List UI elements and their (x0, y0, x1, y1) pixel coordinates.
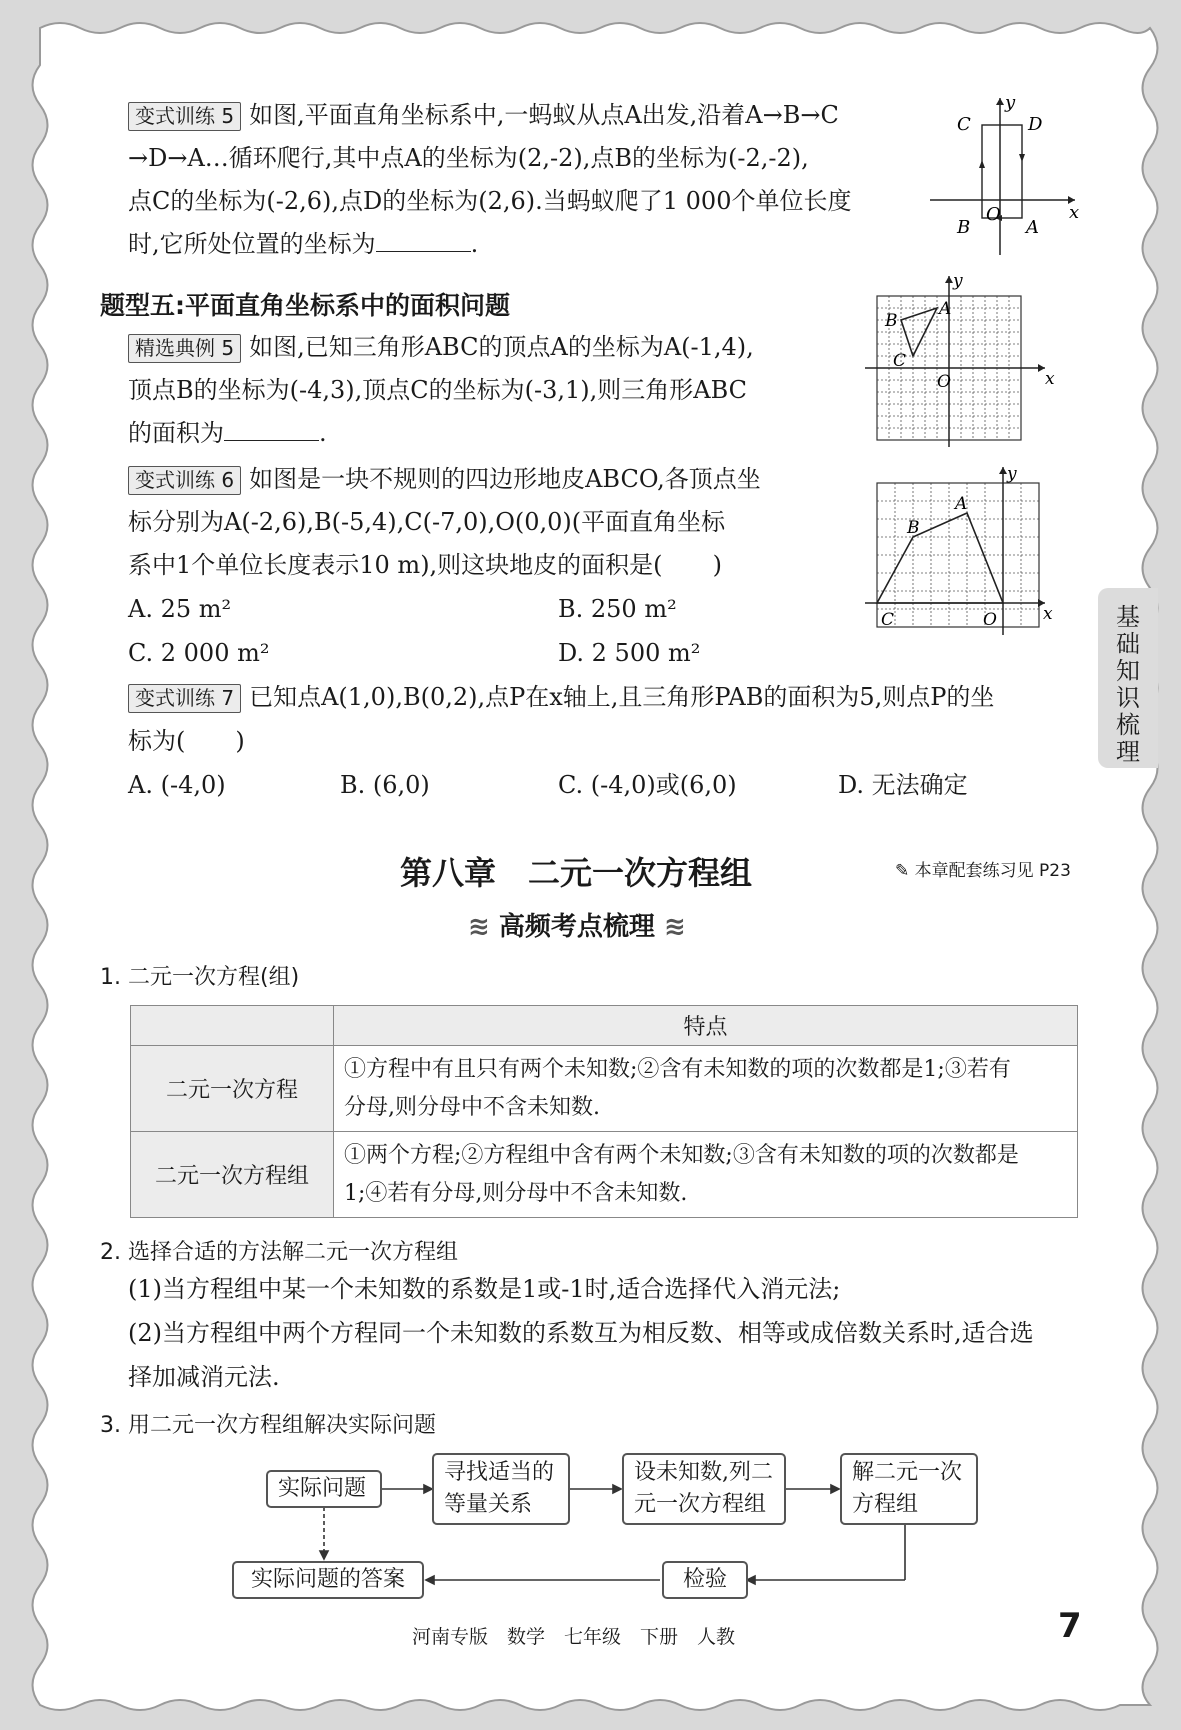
v6-close-paren: ) (712, 551, 722, 579)
v6-option-d: D. 2 500 m² (558, 639, 701, 667)
page-number: 7 (1058, 1606, 1082, 1646)
point-label-b: B (957, 217, 971, 238)
origin-label: O (983, 610, 997, 630)
point-label-c: C (957, 114, 971, 135)
v6-tag: 变式训练 6 (128, 466, 241, 495)
flow-box-label: 方程组 (852, 1492, 919, 1517)
ex5-period: . (319, 419, 327, 447)
v6-option-c: C. 2 000 m² (128, 639, 270, 667)
v6-line3-text: 系中1个单位长度表示10 m),则这块地皮的面积是( (128, 551, 663, 579)
v7-text: 已知点A(1,0),B(0,2),点P在x轴上,且三角形PAB的面积为5,则点P的坐 (249, 683, 995, 711)
wave-icon: ≋ (468, 912, 490, 942)
section2-point2-cont: 择加减消元法. (128, 1363, 280, 1391)
v6-option-a: A. 25 m² (128, 595, 232, 623)
v5-text: 如图,平面直角坐标系中,一蚂蚁从点A出发,沿着A→B→C (249, 101, 839, 129)
v6-line2: 标分别为A(-2,6),B(-5,4),C(-7,0),O(0,0)(平面直角坐标 (128, 508, 726, 536)
point-label-a: A (939, 299, 952, 319)
v7-line2-text: 标为( (128, 727, 186, 755)
flow-box-check (662, 1561, 748, 1599)
flow-box-actual-problem (266, 1470, 382, 1508)
flow-box-label: 元一次方程组 (634, 1492, 767, 1517)
flow-box-label: 寻找适当的 (444, 1460, 555, 1485)
wave-icon: ≋ (663, 912, 686, 942)
chapter-subtitle-text: 高频考点梳理 (498, 912, 655, 942)
v6-text: 如图是一块不规则的四边形地皮ABCO,各顶点坐 (249, 465, 761, 493)
point-label-a: A (1026, 217, 1039, 238)
v5-period: . (470, 230, 479, 258)
flow-box-label: 设未知数,列二 (634, 1460, 773, 1485)
y-axis-label: y (953, 272, 963, 291)
point-label-c: C (893, 351, 907, 371)
flow-box-solve-system (840, 1453, 978, 1525)
table-row-name: 二元一次方程 (131, 1046, 334, 1132)
v7-close-paren: ) (235, 727, 245, 755)
side-tab-char: 基 (1116, 603, 1140, 631)
v5-line4-text: 时,它所处位置的坐标为 (128, 230, 376, 258)
table-cell-line: ①两个方程;②方程组中含有两个未知数;③含有未知数的项的次数都是 (344, 1142, 1019, 1168)
flow-box-label: 实际问题的答案 (250, 1567, 405, 1592)
x-axis-label: x (1045, 369, 1055, 389)
section2-point1: (1)当方程组中某一个未知数的系数是1或-1时,适合选择代入消元法; (128, 1275, 841, 1303)
v5-line2: →D→A…循环爬行,其中点A的坐标为(2,-2),点B的坐标为(-2,-2), (128, 144, 809, 172)
ex5-line3-text: 的面积为 (128, 419, 224, 447)
section2-point2: (2)当方程组中两个方程同一个未知数的系数互为相反数、相等或成倍数关系时,适合选 (128, 1319, 1034, 1347)
y-axis-label: y (1007, 465, 1017, 484)
ex5-text: 如图,已知三角形ABC的顶点A的坐标为A(-1,4), (249, 333, 754, 361)
ex5-line2: 顶点B的坐标为(-4,3),顶点C的坐标为(-3,1),则三角形ABC (128, 376, 748, 404)
table-cell-line: 分母,则分母中不含未知数. (344, 1094, 600, 1120)
section3-title: 3. 用二元一次方程组解决实际问题 (100, 1413, 436, 1438)
point-label-d: D (1028, 114, 1043, 135)
origin-label: O (986, 204, 1001, 225)
ex5-tag: 精选典例 5 (128, 334, 241, 363)
pencil-icon: ✎ (895, 861, 910, 881)
flow-box-label: 检验 (682, 1567, 727, 1592)
footer-text: 河南专版 数学 七年级 下册 人教 (412, 1626, 736, 1648)
flow-box-answer (232, 1561, 424, 1599)
v7-tag: 变式训练 7 (128, 684, 241, 713)
origin-label: O (937, 372, 951, 392)
side-tab-char: 理 (1116, 738, 1140, 766)
v6-option-b: B. 250 m² (558, 595, 677, 623)
v7-option-a: A. (-4,0) (128, 771, 226, 799)
v7-option-c: C. (-4,0)或(6,0) (558, 771, 737, 799)
v7-option-d: D. 无法确定 (838, 771, 968, 799)
chapter-title: 第八章 二元一次方程组 (400, 854, 753, 892)
section2-title: 2. 选择合适的方法解二元一次方程组 (100, 1240, 458, 1265)
side-tab-char: 知 (1116, 657, 1140, 685)
side-tab-char: 础 (1116, 630, 1140, 658)
flow-box-set-unknowns (622, 1453, 786, 1525)
v5-tag: 变式训练 5 (128, 102, 241, 131)
x-axis-label: x (1043, 604, 1053, 624)
point-label-b: B (885, 311, 898, 331)
point-label-b: B (907, 518, 920, 538)
x-axis-label: x (1069, 202, 1080, 223)
flow-box-label: 等量关系 (444, 1492, 533, 1517)
table-header-cell: 特点 (334, 1006, 1078, 1046)
point-label-c: C (881, 610, 895, 630)
v5-line3: 点C的坐标为(-2,6),点D的坐标为(2,6).当蚂蚁爬了1 000个单位长度 (128, 187, 852, 215)
table-cell-line: ①方程中有且只有两个未知数;②含有未知数的项的次数都是1;③若有 (344, 1056, 1011, 1082)
section1-title: 1. 二元一次方程(组) (100, 965, 300, 990)
table-cell-line: 1;④若有分母,则分母中不含未知数. (344, 1180, 688, 1206)
v7-option-b: B. (6,0) (340, 771, 430, 799)
flow-box-label: 解二元一次 (852, 1460, 963, 1485)
point-label-a: A (955, 494, 968, 514)
flow-box-find-relation (432, 1453, 570, 1525)
side-tab-char: 识 (1116, 684, 1140, 712)
chapter-ref-text: 本章配套练习见 P23 (914, 861, 1071, 881)
y-axis-label: y (1005, 92, 1016, 113)
section-heading-type5: 题型五:平面直角坐标系中的面积问题 (100, 291, 510, 320)
table-row-name: 二元一次方程组 (131, 1132, 334, 1218)
side-tab-char: 梳 (1116, 711, 1140, 739)
flow-box-label: 实际问题 (278, 1476, 367, 1501)
